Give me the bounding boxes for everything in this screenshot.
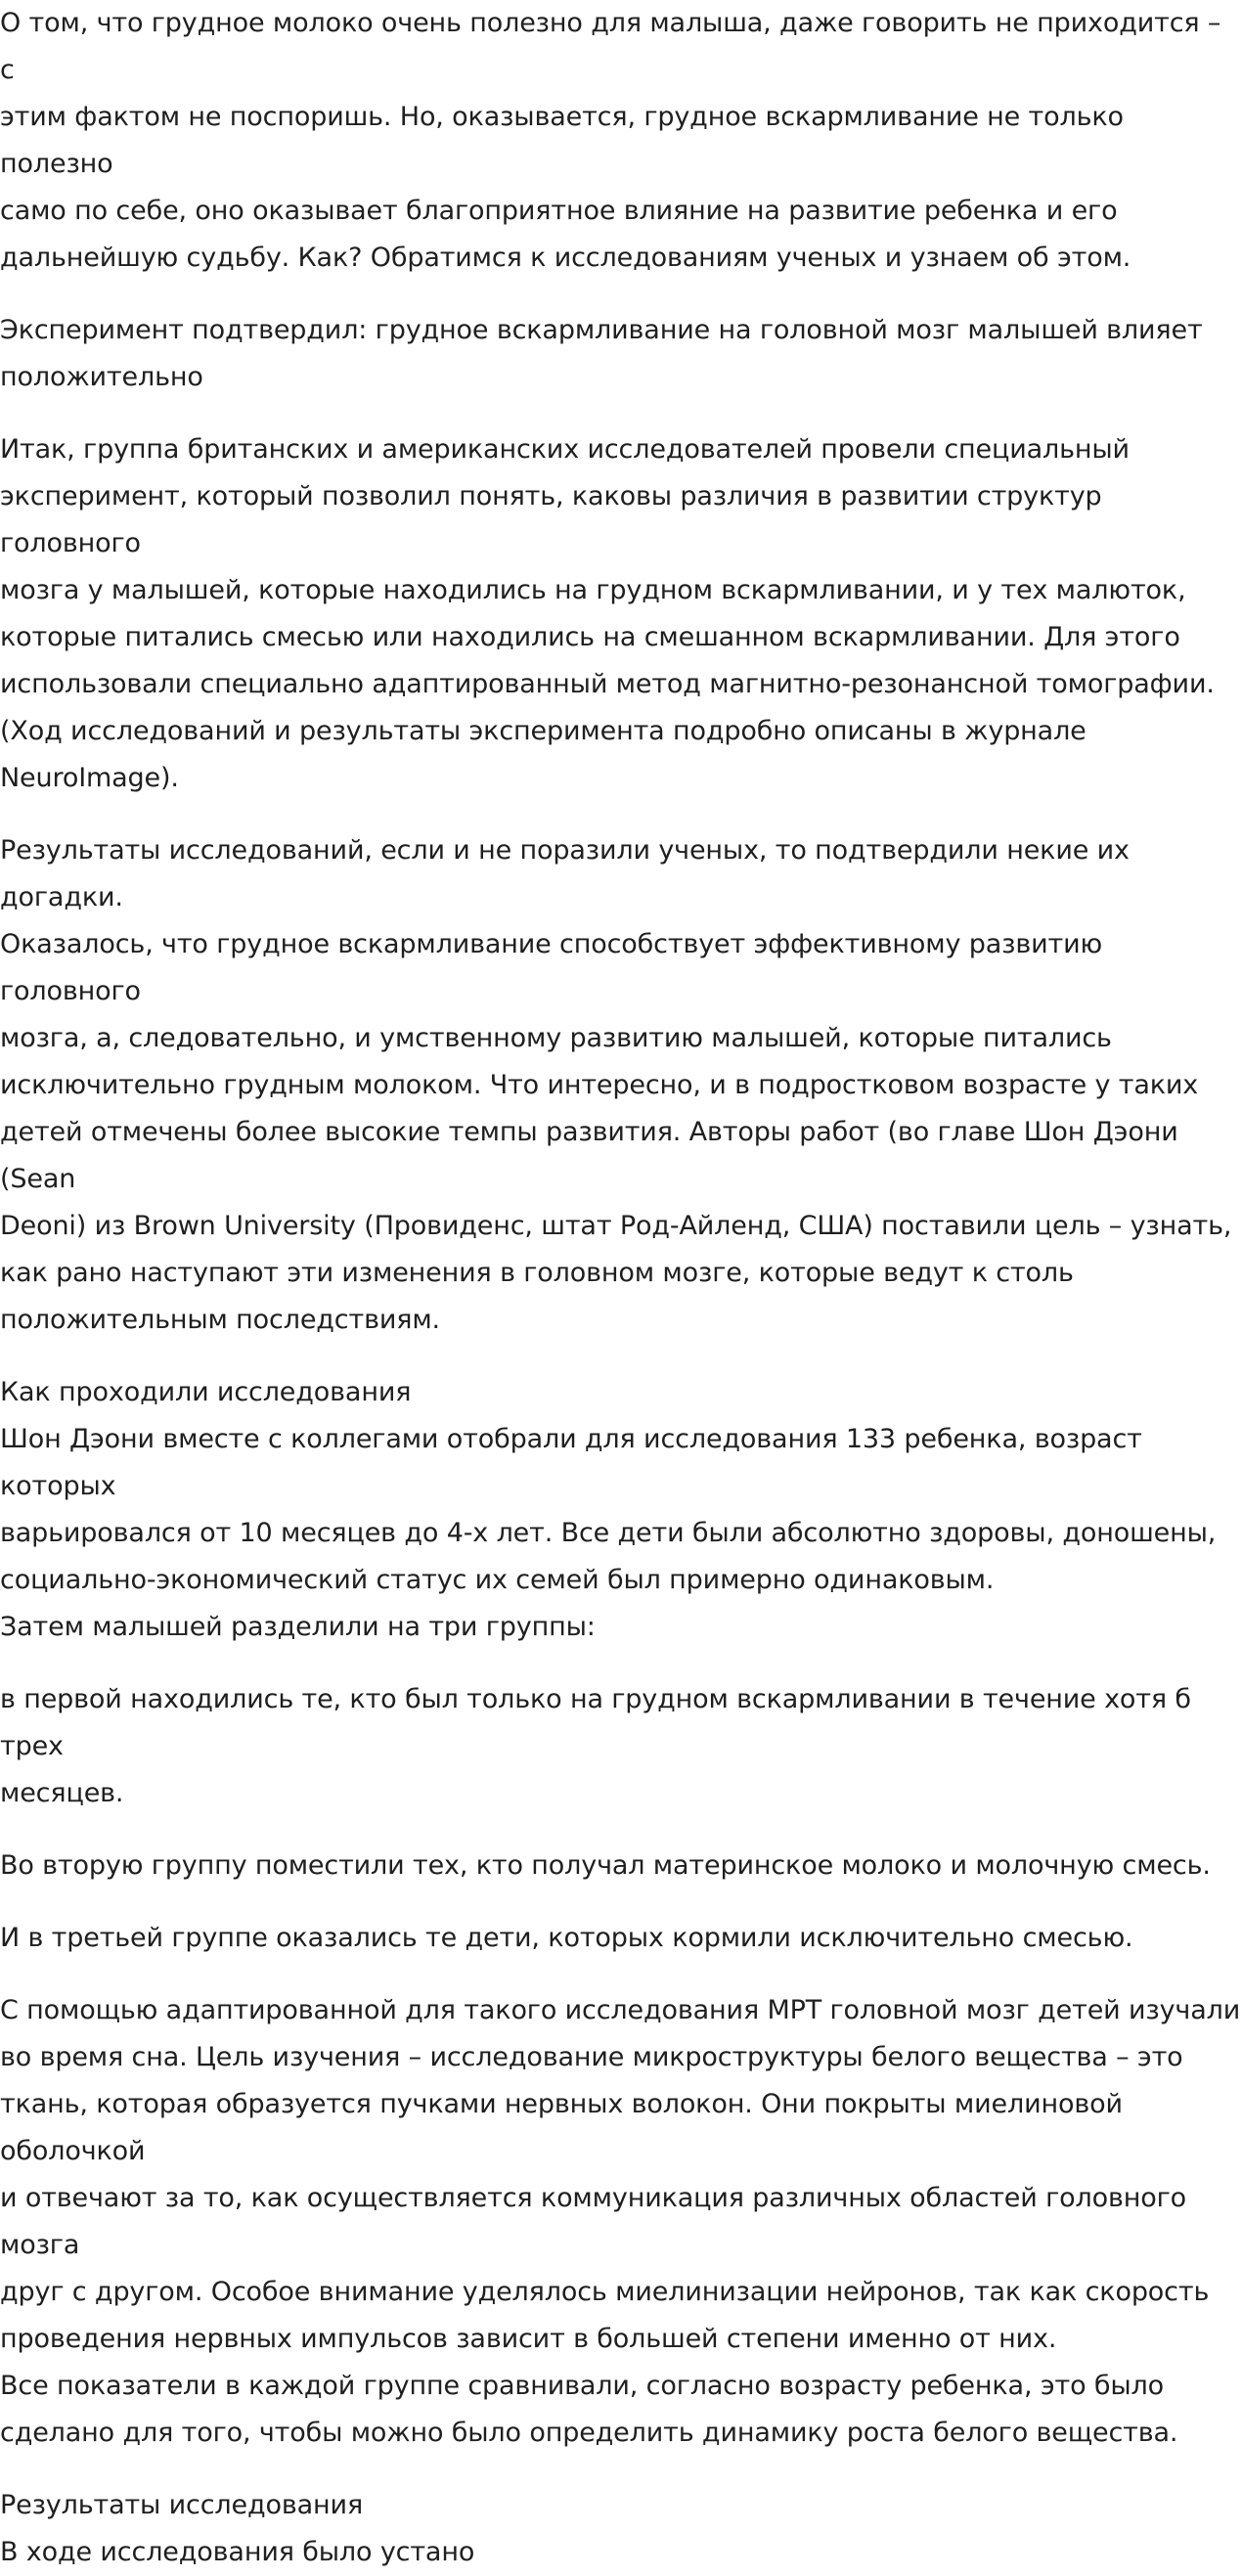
how-section bbox=[0, 1369, 1242, 1651]
mri-section bbox=[0, 1987, 1242, 2457]
section-heading-how: Как проходили исследования bbox=[0, 1377, 412, 1407]
how-paragraph: Шон Дэони вместе с коллегами отобрали для исследования 133 ребенка, возраст которых варьировался от 10 месяцев до 4-х лет. Все дети были абсолютно здоровы, доношены, социально-экономический статус их семей был примерно одинаковым. bbox=[0, 1424, 1217, 1595]
compare-paragraph: Все показатели в каждой группе сравнивали, согласно возрасту ребенка, это было сделано для того, чтобы можно было определить динамику роста белого вещества. bbox=[0, 2371, 1178, 2448]
results-intro-paragraph: Результаты исследований, если и не поразили ученых, то подтвердили некие их догадки. Оказалось, что грудное вскармливание способствует эффективному развитию головного мозга, а, следовательно, и умственному развитию малышей, которые питались исключительно грудным молоком. Что интересно, и в подростковом возрасте у таких детей отмечены более высокие темпы развития. Авторы работ (во главе Шон Дэони (Sean Deoni) из Brown University (Провиденс, штат Род-Айленд, США) поставили цель – узнать, как рано наступают эти изменения в головном мозге, которые ведут к столь положительным последствиям. bbox=[0, 835, 1232, 1335]
results-truncated-paragraph: В ходе исследования было устано bbox=[0, 2537, 475, 2567]
section-heading-experiment: Эксперимент подтвердил: грудное вскармливание на головной мозг малышей влияет положительно bbox=[0, 315, 1203, 392]
group-item-3: И в третьей группе оказались те дети, которых кормили исключительно смесью. bbox=[0, 1923, 1133, 1953]
results-section bbox=[0, 2482, 1242, 2576]
group-item-2: Во вторую группу поместили тех, кто получал материнское молоко и молочную смесь. bbox=[0, 1850, 1211, 1881]
experiment-paragraph: Итак, группа британских и американских исследователей провели специальный эксперимент, который позволил понять, каковы различия в развитии структур головного мозга у малышей, которые находились на грудном вскармливании, и у тех малюток, которые питались смесью или находились на смешанном вскармливании. Для этого использовали специально адаптированный метод магнитно-резонансной томографии. (Ход исследований и результаты эксперимента подробно описаны в журнале NeuroImage). bbox=[0, 434, 1215, 793]
group-item-1: в первой находились те, кто был только на грудном вскармливании в течение хотя б трех месяцев. bbox=[0, 1684, 1191, 1808]
groups-intro-paragraph: Затем малышей разделили на три группы: bbox=[0, 1612, 596, 1642]
mri-paragraph: С помощью адаптированной для такого исследования МРТ головной мозг детей изучали во время сна. Цель изучения – исследование микроструктуры белого вещества – это ткань, которая образуется пучками нервных волокон. Они покрыты миелиновой оболочкой и отвечают за то, как осуществляется коммуникация различных областей головного мозга друг с другом. Особое внимание уделялось миелинизации нейронов, так как скорость проведения нервных импульсов зависит в большей степени именно от них. bbox=[0, 1995, 1241, 2354]
intro-paragraph: О том, что грудное молоко очень полезно для малыша, даже говорить не приходится – с этим фактом не поспоришь. Но, оказывается, грудное вскармливание не только полезно само по себе, оно оказывает благоприятное влияние на развитие ребенка и его дальнейшую судьбу. Как? Обратимся к исследованиям ученых и узнаем об этом. bbox=[0, 8, 1221, 273]
section-heading-results: Результаты исследования bbox=[0, 2490, 364, 2520]
